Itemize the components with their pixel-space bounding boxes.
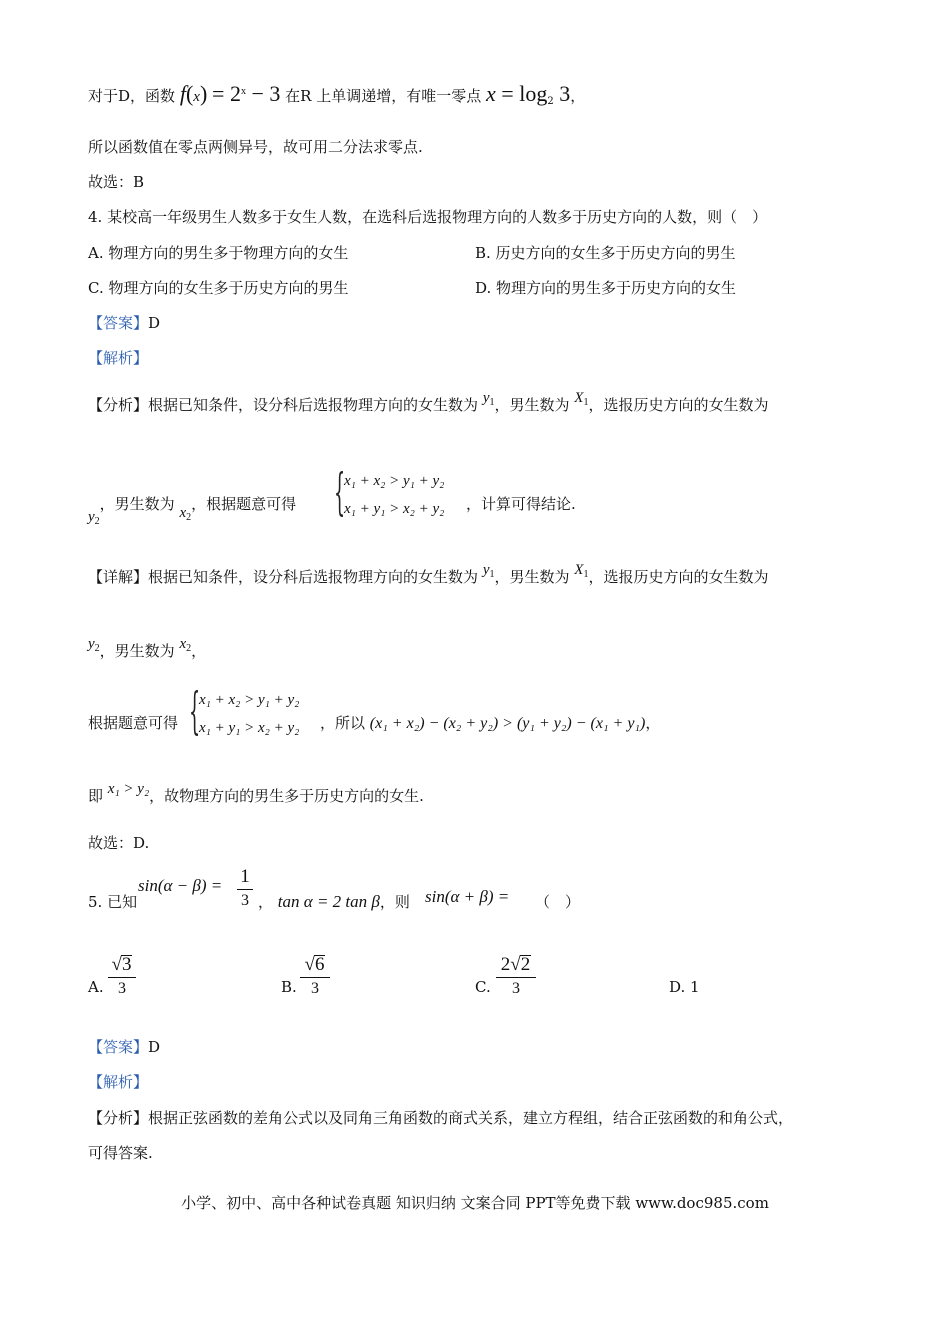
answer-value: D <box>148 1038 161 1056</box>
option-c-label: C. <box>475 978 491 996</box>
math-minus3: − 3 <box>245 81 281 106</box>
solution-line: 所以函数值在零点两侧异号，故可用二分法求零点. <box>88 138 423 156</box>
detail-line: 【详解】根据已知条件，设分科后选报物理方向的女生数为 $y_1$，男生数为 $X_1$，选报历史方向的女生数为 <box>88 562 769 586</box>
option-c-fraction: 2√2 3 <box>496 954 536 999</box>
math-log-base: 2 <box>547 96 554 107</box>
option-b-fraction: √6 3 <box>300 954 330 999</box>
analysis-label: 【分析】 <box>88 396 149 414</box>
detail-line: 根据题意可得 <box>88 714 179 732</box>
option-a: A. 物理方向的男生多于物理方向的女生 <box>88 244 349 262</box>
math-log: = log <box>495 81 548 106</box>
analysis-line: $y_2$，男生数为 $x_2$，根据题意可得 <box>88 495 297 527</box>
option-d: D. 物理方向的男生多于历史方向的女生 <box>475 279 737 297</box>
answer-value: D <box>148 314 161 332</box>
math-zero-x: x <box>486 81 496 106</box>
text: 在R 上单调递增，有唯一零点 <box>285 87 482 105</box>
math-x2: $x_2$ <box>179 636 192 654</box>
answer-choice-line: 故选：B <box>88 173 145 191</box>
analysis-tag: 【解析】 <box>88 1073 149 1091</box>
option-a-label: A. <box>88 978 104 996</box>
math-f: f <box>179 81 186 106</box>
answer-tag: 【答案】 <box>88 314 149 332</box>
math-sin-diff: sin(α − β) = <box>138 876 223 895</box>
question-5: 5. 已知 <box>88 893 138 911</box>
math-y2: $y_2$ <box>88 636 100 654</box>
math-exp: x <box>240 86 246 97</box>
brace: { <box>334 463 346 521</box>
solution-line: 对于D，函数 $f(x) = 2^x - 3$ 在R 上单调递增，有唯一零点 $x = \log_2 3$， <box>88 81 586 107</box>
math-x2: $x_2$ <box>179 505 192 523</box>
text: 对于D，函数 <box>88 87 176 105</box>
option-a-fraction: √3 3 <box>108 954 136 999</box>
equation-system: x₁ + x₂ > y₁ + y₂ x₁ + y₁ > x₂ + y₂ <box>344 473 445 517</box>
math-y2: $y_2$ <box>88 509 100 527</box>
option-d: D. 1 <box>669 978 700 996</box>
page-footer: 小学、初中、高中各种试卷真题 知识归纳 文案合同 PPT等免费下载 www.doc985.com <box>181 1194 769 1212</box>
detail-line: $y_2$，男生数为 $x_2$， <box>88 636 207 660</box>
option-b-label: B. <box>281 978 297 996</box>
analysis-line: 可得答案. <box>88 1144 153 1162</box>
math-x: x <box>193 89 200 105</box>
option-b: B. 历史方向的女生多于历史方向的男生 <box>475 244 736 262</box>
brace: { <box>189 682 201 740</box>
math-x1: $X_1$ <box>574 390 589 408</box>
analysis-line: 【分析】根据正弦函数的差角公式以及同角三角函数的商式关系，建立方程组，结合正弦函数的和角公式， <box>88 1109 794 1127</box>
detail-line: ，所以 (x₁ + x₂) − (x₂ + y₂) > (y₁ + y₂) − (x₁ + y₁)， <box>320 714 661 732</box>
math-log-arg: 3 <box>553 81 571 106</box>
detail-label: 【详解】 <box>88 568 149 586</box>
blank-paren: （ ） <box>535 893 581 911</box>
math-x1: $X_1$ <box>574 562 589 580</box>
math-inequality: x₁ > y₂ <box>107 781 150 797</box>
math-sin-sum: sin(α + β) = <box>425 887 510 906</box>
option-c: C. 物理方向的女生多于历史方向的男生 <box>88 279 349 297</box>
question-5-cont: ， tan α = 2 tan β，则 <box>258 892 410 911</box>
math-inequality: (x₁ + x₂) − (x₂ + y₂) > (y₁ + y₂) − (x₁ + y₁) <box>369 715 646 732</box>
analysis-label: 【分析】 <box>88 1109 149 1127</box>
analysis-tag: 【解析】 <box>88 349 149 367</box>
equation-system: x₁ + x₂ > y₁ + y₂ x₁ + y₁ > x₂ + y₂ <box>199 692 300 736</box>
math-tan: tan α = 2 tan β <box>277 892 380 911</box>
detail-line: 即 x₁ > y₂，故物理方向的男生多于历史方向的女生. <box>88 781 424 805</box>
math-eq: = 2 <box>212 81 241 106</box>
question-4: 4. 某校高一年级男生人数多于女生人数，在选科后选报物理方向的人数多于历史方向的人数，则（ ） <box>88 208 768 226</box>
math-y1: $y_1$ <box>482 562 495 580</box>
answer-tag: 【答案】 <box>88 1038 149 1056</box>
fraction-one-third: 1 3 <box>237 866 253 911</box>
analysis-line-end: ，计算可得结论. <box>466 495 576 513</box>
answer-choice-line: 故选：D. <box>88 834 150 852</box>
analysis-line: 【分析】根据已知条件，设分科后选报物理方向的女生数为 $y_1$，男生数为 $X_1$，选报历史方向的女生数为 <box>88 390 769 414</box>
answer-line <box>88 1037 160 1057</box>
math-y1: $y_1$ <box>482 390 495 408</box>
answer-line <box>88 313 160 333</box>
